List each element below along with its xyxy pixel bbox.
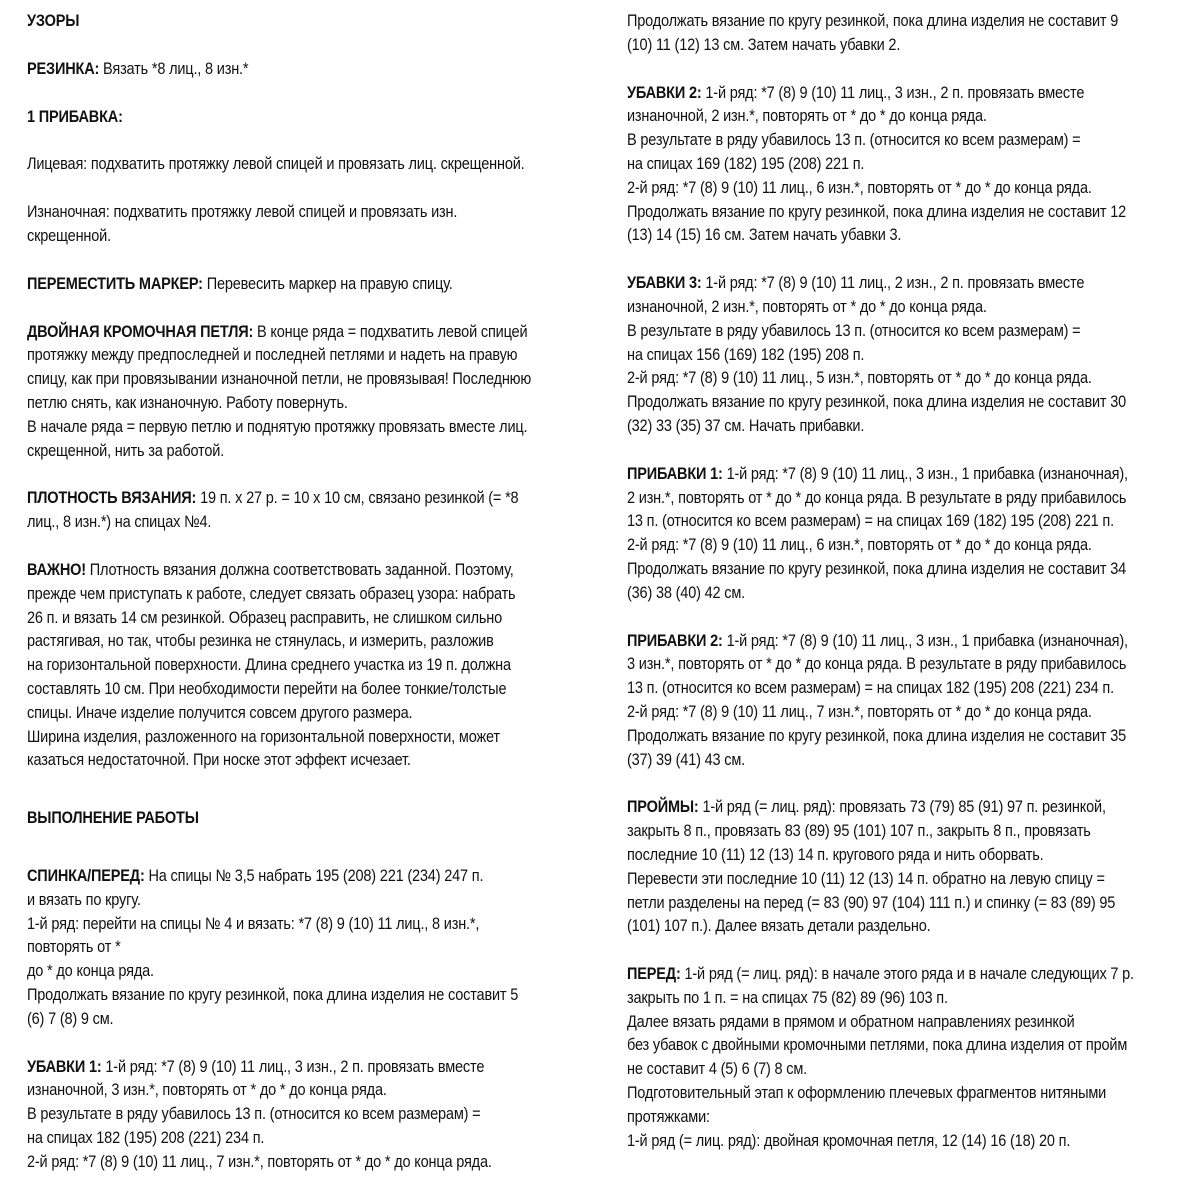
paragraph-line: на спицах 156 (169) 182 (195) 208 п. xyxy=(627,345,865,364)
paragraph-line: 2-й ряд: *7 (8) 9 (10) 11 лиц., 6 изн.*, повторять от * до * до конца ряда. xyxy=(627,536,1092,555)
paragraph-line: 26 п. и вязать 14 см резинкой. Образец расправить, не слишком сильно xyxy=(27,608,503,627)
paragraph-line: 2-й ряд: *7 (8) 9 (10) 11 лиц., 6 изн.*, повторять от * до * до конца ряда. xyxy=(627,178,1092,197)
paragraph-line: На спицы № 3,5 набрать 195 (208) 221 (234) 247 п. xyxy=(144,866,484,885)
paragraph-line: 1-й ряд (= лиц. ряд): двойная кромочная петля, 12 (14) 16 (18) 20 п. xyxy=(627,1131,1071,1150)
paragraph-line: Продолжать вязание по кругу резинкой, пока длина изделия не составит 34 xyxy=(627,559,1127,578)
left-column xyxy=(27,10,573,1198)
paragraph-line: (101) 107 п.). Далее вязать детали раздельно. xyxy=(627,917,931,936)
decrease-3-heading: УБАВКИ 3: xyxy=(627,274,702,293)
paragraph-line: изнаночной, 3 изн.*, повторять от * до * до конца ряда. xyxy=(27,1081,387,1100)
work-heading-block xyxy=(27,807,573,831)
rib-paragraph xyxy=(27,58,573,82)
marker-text: Перевесить маркер на правую спицу. xyxy=(202,274,453,293)
paragraph-line: прежде чем приступать к работе, следует связать образец узора: набрать xyxy=(27,584,516,603)
front-paragraph xyxy=(627,963,1164,1153)
front-heading: ПЕРЕД: xyxy=(627,965,681,984)
back-front-paragraph xyxy=(27,865,573,1032)
increase-1-paragraph xyxy=(627,463,1164,606)
paragraph-line: лиц., 8 изн.*) на спицах №4. xyxy=(27,513,212,532)
paragraph-line: Ширина изделия, разложенного на горизонтальной поверхности, может xyxy=(27,727,500,746)
armholes-paragraph xyxy=(627,796,1164,939)
paragraph-line: 13 п. (относится ко всем размерам) = на спицах 182 (195) 208 (221) 234 п. xyxy=(627,679,1114,698)
paragraph-line: 13 п. (относится ко всем размерам) = на спицах 169 (182) 195 (208) 221 п. xyxy=(627,512,1114,531)
paragraph-line: 1-й ряд: *7 (8) 9 (10) 11 лиц., 3 изн., 1 прибавка (изнаночная), xyxy=(722,464,1128,483)
paragraph-line: 1-й ряд (= лиц. ряд): провязать 73 (79) 85 (91) 97 п. резинкой, xyxy=(698,798,1106,817)
rib-text: Вязать *8 лиц., 8 изн.* xyxy=(99,59,249,78)
paragraph-line: скрещенной, нить за работой. xyxy=(27,441,225,460)
paragraph-line: 1-й ряд (= лиц. ряд): в начале этого ряда и в начале следующих 7 р. xyxy=(680,965,1134,984)
increase-heading-block xyxy=(27,106,573,130)
gauge-paragraph xyxy=(27,487,573,535)
paragraph-line: В результате в ряду убавилось 13 п. (относится ко всем размерам) = xyxy=(627,131,1081,150)
paragraph-line: спицу, как при провязывании изнаночной петли, не провязывая! Последнюю xyxy=(27,370,532,389)
paragraph-line: (37) 39 (41) 43 см. xyxy=(627,750,746,769)
paragraph-line: протяжку между предпоследней и последней петлями и надеть на правую xyxy=(27,346,518,365)
paragraph-line: петлю снять, как изнаночную. Работу повернуть. xyxy=(27,393,348,412)
paragraph-line: В результате в ряду убавилось 13 п. (относится ко всем размерам) = xyxy=(27,1105,481,1124)
edge-stitch-paragraph xyxy=(27,321,573,464)
paragraph-line: (6) 7 (8) 9 см. xyxy=(27,1009,114,1028)
paragraph-line: составлять 10 см. При необходимости перейти на более тонкие/толстые xyxy=(27,679,507,698)
paragraph-line: 1-й ряд: *7 (8) 9 (10) 11 лиц., 2 изн., 2 п. провязать вместе xyxy=(701,274,1085,293)
marker-paragraph xyxy=(27,273,573,297)
patterns-title: УЗОРЫ xyxy=(27,12,80,30)
paragraph-line: 2 изн.*, повторять от * до * до конца ряда. В результате в ряду прибавилось xyxy=(627,488,1127,507)
paragraph-line: скрещенной. xyxy=(27,226,111,245)
paragraph-line: 1-й ряд: *7 (8) 9 (10) 11 лиц., 3 изн., 1 прибавка (изнаночная), xyxy=(722,631,1128,650)
continue-paragraph xyxy=(627,10,1164,58)
paragraph-line: и вязать по кругу. xyxy=(27,890,141,909)
armholes-heading: ПРОЙМЫ: xyxy=(627,798,699,817)
decrease-1-paragraph xyxy=(27,1056,573,1175)
paragraph-line: В результате в ряду убавилось 13 п. (относится ко всем размерам) = xyxy=(627,321,1081,340)
paragraph-line: Плотность вязания должна соответствовать заданной. Поэтому, xyxy=(85,560,514,579)
paragraph-line: на спицах 182 (195) 208 (221) 234 п. xyxy=(27,1128,265,1147)
paragraph-line: (32) 33 (35) 37 см. Начать прибавки. xyxy=(627,416,865,435)
increase-title: 1 ПРИБАВКА: xyxy=(27,107,123,126)
paragraph-line: 2-й ряд: *7 (8) 9 (10) 11 лиц., 5 изн.*, повторять от * до * до конца ряда. xyxy=(627,369,1092,388)
paragraph-line: последние 10 (11) 12 (13) 14 п. кругового ряда и нить оборвать. xyxy=(627,845,1044,864)
paragraph-line: закрыть 8 п., провязать 83 (89) 95 (101) 107 п., закрыть 8 п., провязать xyxy=(627,822,1091,841)
paragraph-line: Продолжать вязание по кругу резинкой, пока длина изделия не составит 12 xyxy=(627,202,1127,221)
paragraph-line: Далее вязать рядами в прямом и обратном направлениях резинкой xyxy=(627,1012,1075,1031)
edge-stitch-heading: ДВОЙНАЯ КРОМОЧНАЯ ПЕТЛЯ: xyxy=(27,322,254,341)
paragraph-line: на горизонтальной поверхности. Длина среднего участка из 19 п. должна xyxy=(27,656,511,675)
patterns-section xyxy=(27,10,573,34)
paragraph-line: 1-й ряд: перейти на спицы № 4 и вязать: *7 (8) 9 (10) 11 лиц., 8 изн.*, xyxy=(27,914,480,933)
increase-purl-paragraph xyxy=(27,201,573,249)
paragraph-line: Продолжать вязание по кругу резинкой, пока длина изделия не составит 30 xyxy=(627,393,1127,412)
increase-2-heading: ПРИБАВКИ 2: xyxy=(627,631,723,650)
paragraph-line: Продолжать вязание по кругу резинкой, пока длина изделия не составит 5 xyxy=(27,985,519,1004)
paragraph-line: 1-й ряд: *7 (8) 9 (10) 11 лиц., 3 изн., 2 п. провязать вместе xyxy=(701,83,1085,102)
paragraph-line: петли разделены на перед (= 83 (90) 97 (104) 111 п.) и спинку (= 83 (89) 95 xyxy=(627,893,1116,912)
paragraph-line: казаться недостаточной. При носке этот эффект исчезает. xyxy=(27,751,411,770)
right-column xyxy=(627,10,1164,1177)
paragraph-line: повторять от * xyxy=(27,938,121,957)
paragraph-line: Перевести эти последние 10 (11) 12 (13) 14 п. обратно на левую спицу = xyxy=(627,869,1105,888)
decrease-1-heading: УБАВКИ 1: xyxy=(27,1057,102,1076)
paragraph-line: изнаночной, 2 изн.*, повторять от * до * до конца ряда. xyxy=(627,107,987,126)
paragraph-line: 2-й ряд: *7 (8) 9 (10) 11 лиц., 7 изн.*, повторять от * до * до конца ряда. xyxy=(627,702,1092,721)
paragraph-line: 1-й ряд: *7 (8) 9 (10) 11 лиц., 3 изн., 2 п. провязать вместе xyxy=(101,1057,485,1076)
paragraph-line: Продолжать вязание по кругу резинкой, пока длина изделия не составит 35 xyxy=(627,726,1127,745)
paragraph-line: (36) 38 (40) 42 см. xyxy=(627,583,746,602)
paragraph-line: 19 п. х 27 р. = 10 х 10 см, связано резинкой (= *8 xyxy=(196,489,519,508)
paragraph-line: 2-й ряд: *7 (8) 9 (10) 11 лиц., 7 изн.*, повторять от * до * до конца ряда. xyxy=(27,1152,492,1171)
work-title: ВЫПОЛНЕНИЕ РАБОТЫ xyxy=(27,809,199,828)
paragraph-line: Изнаночная: подхватить протяжку левой спицей и провязать изн. xyxy=(27,203,458,222)
decrease-3-paragraph xyxy=(627,272,1164,439)
increase-knit-text: Лицевая: подхватить протяжку левой спицей и провязать лиц. скрещенной. xyxy=(27,155,525,174)
paragraph-line: спицы. Иначе изделие получится совсем другого размера. xyxy=(27,703,413,722)
paragraph-line: В конце ряда = подхватить левой спицей xyxy=(253,322,528,341)
paragraph-line: 3 изн.*, повторять от * до * до конца ряда. В результате в ряду прибавилось xyxy=(627,655,1127,674)
paragraph-line: закрыть по 1 п. = на спицах 75 (82) 89 (96) 103 п. xyxy=(627,988,948,1007)
paragraph-line: на спицах 169 (182) 195 (208) 221 п. xyxy=(627,154,865,173)
decrease-2-heading: УБАВКИ 2: xyxy=(627,83,702,102)
marker-heading: ПЕРЕМЕСТИТЬ МАРКЕР: xyxy=(27,274,203,293)
important-paragraph xyxy=(27,559,573,773)
increase-knit-paragraph xyxy=(27,153,573,177)
gauge-heading: ПЛОТНОСТЬ ВЯЗАНИЯ: xyxy=(27,489,197,508)
back-front-heading: СПИНКА/ПЕРЕД: xyxy=(27,866,145,885)
increase-2-paragraph xyxy=(627,630,1164,773)
paragraph-line: растягивая, но так, чтобы резинка не стянулась, и измерить, разложив xyxy=(27,632,494,651)
rib-heading: РЕЗИНКА: xyxy=(27,59,100,78)
important-heading: ВАЖНО! xyxy=(27,560,86,579)
paragraph-line: не составит 4 (5) 6 (7) 8 см. xyxy=(627,1060,808,1079)
paragraph-line: до * до конца ряда. xyxy=(27,962,154,981)
paragraph-line: В начале ряда = первую петлю и поднятую протяжку провязать вместе лиц. xyxy=(27,417,528,436)
paragraph-line: (10) 11 (12) 13 см. Затем начать убавки 2. xyxy=(627,35,901,54)
paragraph-line: Продолжать вязание по кругу резинкой, пока длина изделия не составит 9 xyxy=(627,12,1119,30)
paragraph-line: изнаночной, 2 изн.*, повторять от * до * до конца ряда. xyxy=(627,297,987,316)
paragraph-line: Подготовительный этап к оформлению плечевых фрагментов нитяными xyxy=(627,1084,1107,1103)
decrease-2-paragraph xyxy=(627,82,1164,249)
paragraph-line: без убавок с двойными кромочными петлями, пока длина изделия от пройм xyxy=(627,1036,1128,1055)
paragraph-line: (13) 14 (15) 16 см. Затем начать убавки 3. xyxy=(627,226,902,245)
paragraph-line: протяжками: xyxy=(627,1107,710,1126)
increase-1-heading: ПРИБАВКИ 1: xyxy=(627,464,723,483)
